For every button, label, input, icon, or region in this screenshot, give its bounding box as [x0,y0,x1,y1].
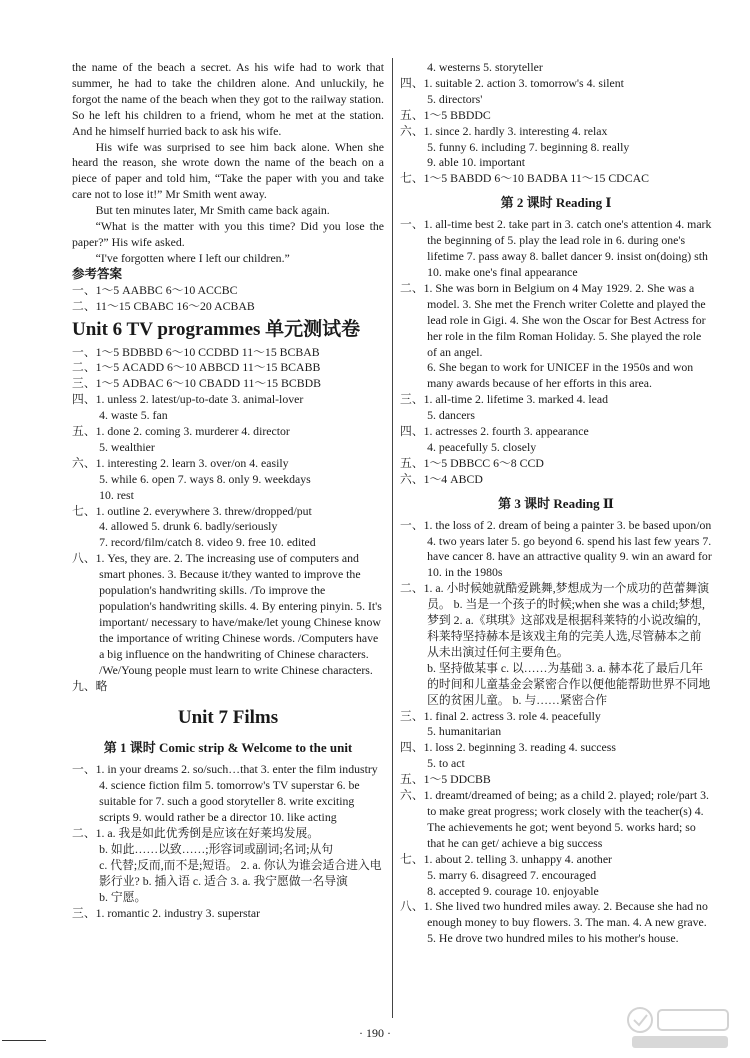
unit7-answers-continued [400,60,712,187]
answer-line: 四、1. actresses 2. fourth 3. appearance [400,424,589,439]
answer-line: 八、1. Yes, they are. 2. The increasing use of computers and smart phones. 3. Because it/they wanted to improve the population's handwriting skills. /To improve the population's handwriting skills. 4. By entering pinyin. 5. It's important/ necessary to have/make/let young Chinese know the importance of writing Chinese words. /Computers have a big influence on the handwriting of Chinese characters. /We/Young people must learn to write Chinese characters. [72,551,382,677]
answer-subline: 5. humanitarian [427,724,502,739]
answer-line: 六、1. interesting 2. learn 3. over/on 4. easily [72,455,289,470]
answer-subline: 4. waste 5. fan [99,408,168,423]
left-column [72,60,384,922]
answer-subline: 9. able 10. important [427,155,526,170]
unit6-answers [72,345,384,695]
answer-line: 一、1～5 BDBBD 6～10 CCDBD 11～15 BCBAB [72,344,320,359]
lesson2-heading: 第 2 课时 Reading Ⅰ [500,195,612,211]
answer-line: 二、11～15 CBABC 16～20 ACBAB [72,298,255,313]
passage-paragraph: “What is the matter with you this time? Did you lose the paper?” His wife asked. [72,219,384,249]
lesson3-heading: 第 3 课时 Reading Ⅱ [498,495,614,511]
answer-line: 七、1. outline 2. everywhere 3. threw/dropped/put [72,503,312,518]
unit6-title: Unit 6 TV programmes 单元测试卷 [72,318,361,340]
answer-subline: 8. accepted 9. courage 10. enjoyable [427,883,599,898]
answer-line: 二、1. a. 小时候她就酷爱跳舞,梦想成为一个成功的芭蕾舞演员。 b. 当是一个孩子的时候;when she was a child;梦想,梦到 2. a.《琪琪》这部戏是根据科莱特的小说改编的,科莱特坚持赫本是该戏主角的完美人选,尽管赫本之前从未出演过任何主要角色。 [400,581,710,659]
answer-line: 4. westerns 5. storyteller [427,60,543,74]
answer-subline: b. 坚持做某事 c. 以……为基础 3. a. 赫本花了最后几年的时间和儿童基金会紧密合作以便他能帮助世界不同地区的贫困儿童。 b. 与……紧密合作 [427,660,711,707]
answer-line: 三、1. final 2. actress 3. role 4. peacefully [400,708,601,723]
lesson1-heading: 第 1 课时 Comic strip & Welcome to the unit [103,740,353,756]
answer-line: 七、1～5 BABDD 6～10 BADBA 11～15 CDCAC [400,171,649,186]
answer-subline: 5. directors' [427,91,483,106]
watermark-logo [624,1004,736,1052]
answer-subline: 6. She began to work for UNICEF in the 1950s and won many awards because of her efforts in this area. [427,360,694,391]
passage-paragraph: the name of the beach a secret. As his wife had to work that summer, he had to take the children alone. And unluckily, he forgot the name of the beach when they got to the railway station. So he left his children to a friend, whom he met at the station. And he himself hurried back to ask his wife. [72,60,384,138]
passage-paragraph: “I've forgotten where I left our children.” [95,250,290,265]
answer-line: 四、1. suitable 2. action 3. tomorrow's 4. silent [400,75,624,90]
answer-line: 一、1. the loss of 2. dream of being a painter 3. be based upon/on 4. two years later 5. go beyond 6. spend his last few years 7. have cancer 8. have an attractive quality 9. win an award for 10. in the 1980s [400,517,712,580]
answer-line: 五、1～5 DBBCC 6～8 CCD [400,455,544,470]
answer-line: 二、1～5 ACADD 6～10 ABBCD 11～15 BCABB [72,360,321,375]
answer-subline: b. 宁愿。 [99,889,147,904]
answer-line: 六、1. since 2. hardly 3. interesting 4. relax [400,123,608,138]
answer-subline: 5. wealthier [99,439,155,454]
answer-subline: b. 如此……以致……;形容词或副词;名词;从句 [99,841,334,856]
column-divider [392,58,393,1018]
answer-line: 四、1. loss 2. beginning 3. reading 4. success [400,740,616,755]
answer-line: 一、1～5 AABBC 6～10 ACCBC [72,282,238,297]
answer-line: 六、1. dreamt/dreamed of being; as a child 2. played; role/part 3. to make great progress; work closely with the teacher(s) 4. The achievements he got; went beyond 5. works hard; so that he can get/ achieve a big success [400,788,709,850]
answer-subline: 7. record/film/catch 8. video 9. free 10. edited [99,535,316,550]
unit7-title: Unit 7 Films [177,707,279,729]
answer-line: 二、1. She was born in Belgium on 4 May 1929. 2. She was a model. 3. She met the French writer Colette and played the lead role in Gigi. 4. She won the Oscar for Best Actress for her role in the film Roman Holiday. 5. She played the role of an angel. [400,280,706,359]
passage-paragraph: But ten minutes later, Mr Smith came back again. [95,203,330,218]
answer-line: 三、1. romantic 2. industry 3. superstar [72,905,261,920]
answer-line: 二、1. a. 我是如此优秀倒是应该在好莱坞发展。 [72,826,320,841]
answer-subline: 4. allowed 5. drunk 6. badly/seriously [99,519,278,534]
passage-paragraph: His wife was surprised to see him back alone. When she heard the reason, she wrote down the name of the beach on a piece of paper and told him, “Take the paper with you and take care not to lose it!” Mr Smith went away. [72,139,384,202]
answer-line: 七、1. about 2. telling 3. unhappy 4. another [400,851,612,866]
answer-line: 九、略 [72,678,108,693]
answer-subline: 5. funny 6. including 7. beginning 8. really [427,139,630,154]
answer-line: 六、1～4 ABCD [400,471,483,486]
answer-line: 一、1. in your dreams 2. so/such…that 3. enter the film industry 4. science fiction film 5. tomorrow's TV superstar 6. be suitable for 7. such a good storyteller 8. write exciting scripts 9. would rather be a director 10. like acting [72,762,378,825]
answer-subline: c. 代替;反而,而不是;短语。 2. a. 你认为谁会适合进入电影行业? b. 插入语 c. 适合 3. a. 我宁愿做一名导演 [99,857,382,888]
answer-subline: 5. dancers [427,408,475,423]
reference-answer-heading: 参考答案 [72,266,123,281]
answer-line: 三、1. all-time 2. lifetime 3. marked 4. lead [400,392,609,407]
answer-line: 五、1～5 BBDDC [400,107,491,122]
right-column [400,60,712,947]
answer-line: 三、1～5 ADBAC 6～10 CBADD 11～15 BCBDB [72,376,321,391]
answer-line: 四、1. unless 2. latest/up-to-date 3. animal-lover [72,392,304,407]
answer-subline: 10. rest [99,487,134,502]
unit7-answers [72,762,384,921]
answer-line: 一、1. all-time best 2. take part in 3. catch one's attention 4. mark the beginning of 5. play the lead role in 6. during one's lifetime 7. pass away 8. ballet dancer 9. insist on(doing) sth 10. make one's final appearance [400,217,712,279]
answer-subline: 5. while 6. open 7. ways 8. only 9. weekdays [99,471,311,486]
answer-line: 五、1～5 DDCBB [400,772,491,787]
lesson3-answers [400,518,712,947]
page-number: · 190 · [359,1026,391,1040]
lesson2-answers [400,217,712,487]
answer-line: 八、1. She lived two hundred miles away. 2. Because she had no enough money to buy flowers. 3. The man. 4. A new grave. 5. He drove two hundred miles to his mother's house. [400,899,708,946]
answer-line: 五、1. done 2. coming 3. murderer 4. director [72,424,290,439]
answer-subline: 5. marry 6. disagreed 7. encouraged [427,867,597,882]
answer-subline: 4. peacefully 5. closely [427,439,537,454]
answer-subline: 5. to act [427,756,465,771]
